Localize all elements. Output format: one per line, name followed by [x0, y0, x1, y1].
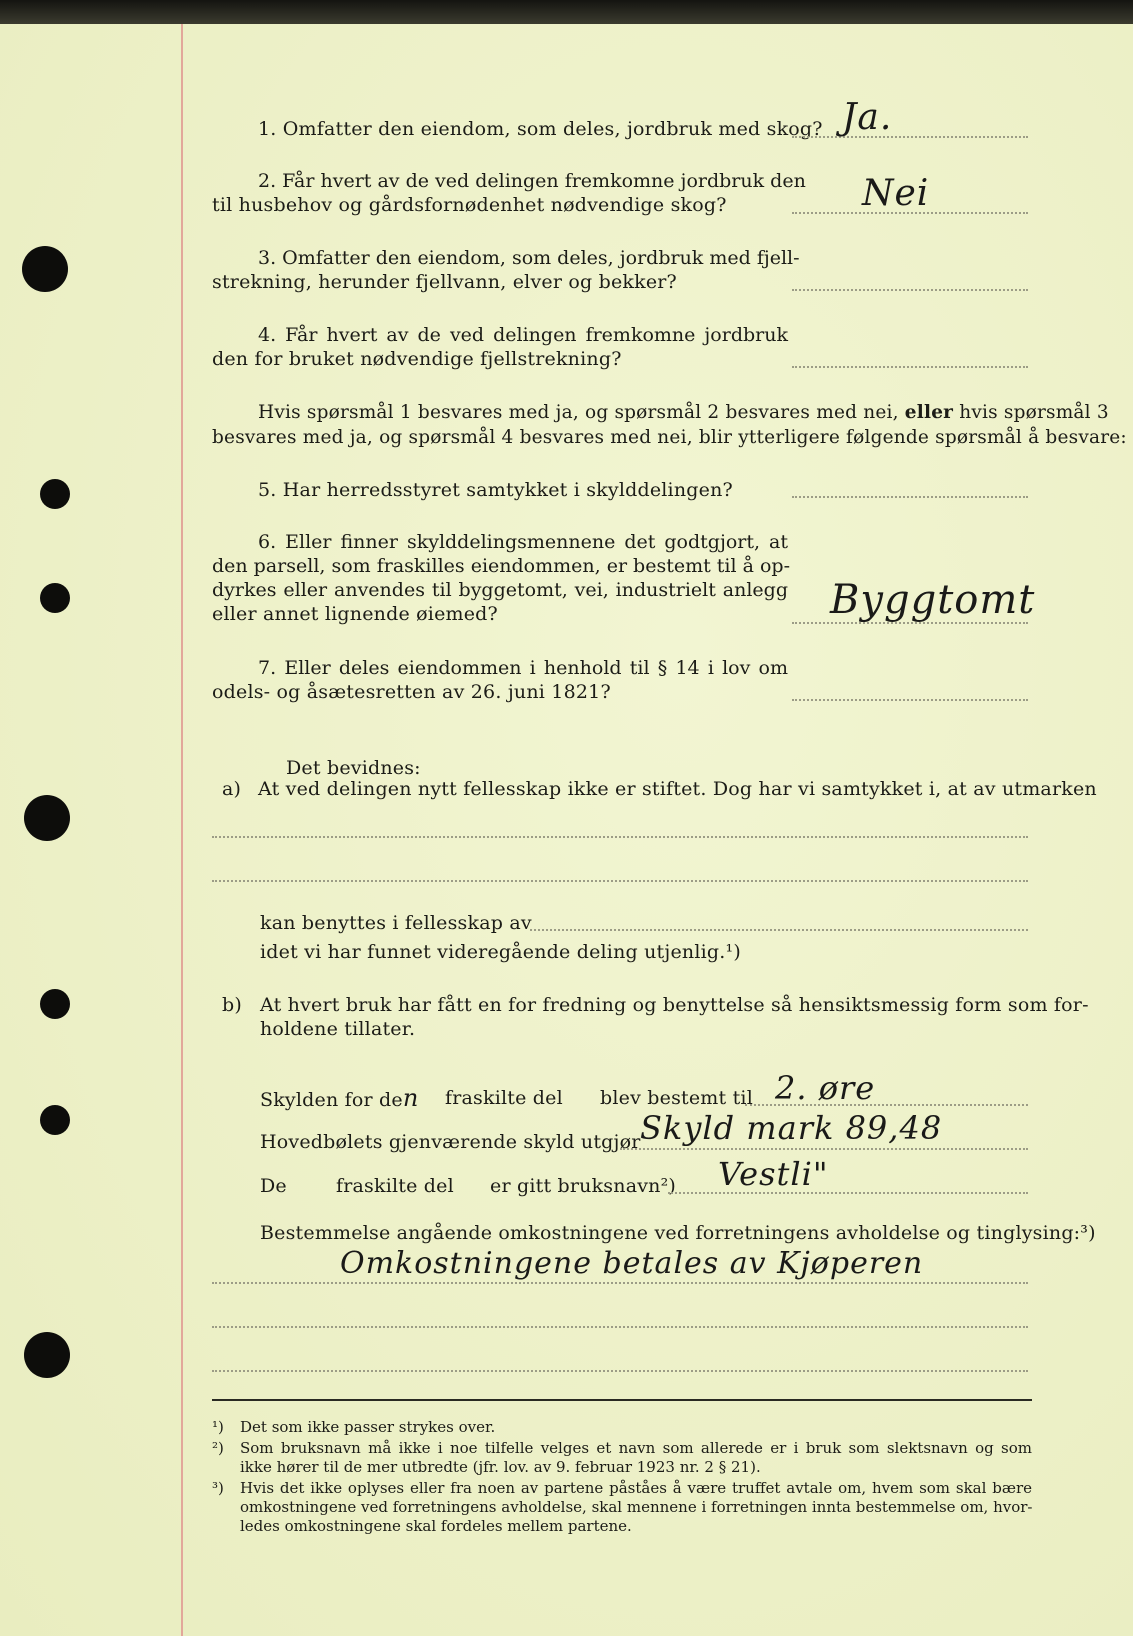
question-7-line-1: 7. Eller deles eiendommen i henhold til § 14 i lov om	[258, 657, 788, 679]
margin-rule	[181, 24, 183, 1636]
hoved-value: Skyld mark 89,48	[640, 1109, 943, 1147]
question-6-line-2: den parsell, som fraskilles eiendommen, er bestemt til å op-	[212, 555, 791, 577]
attest-b-marker: b)	[222, 994, 242, 1016]
footnote-3-line-3: ledes omkostningene skal fordeles mellem partene.	[240, 1517, 632, 1535]
punch-hole	[40, 583, 70, 613]
omk-line-2	[212, 1326, 1028, 1328]
condition-emphasis: eller	[904, 402, 954, 423]
bruk-label-b: fraskilte del	[336, 1175, 454, 1197]
answer-line-1	[792, 136, 1028, 138]
skyld-value: 2. øre	[775, 1069, 876, 1107]
question-5: 5. Har herredsstyret samtykket i skylddelingen?	[258, 479, 733, 501]
hoved-line	[620, 1148, 1028, 1150]
attest-a-line-2: kan benyttes i fellesskap av	[260, 912, 532, 934]
skyld-label-a: Skylden for de	[260, 1089, 403, 1111]
footnote-2-mark: ²)	[212, 1439, 224, 1457]
answer-6: Byggtomt	[830, 577, 1036, 623]
attest-heading: Det bevidnes:	[286, 757, 421, 779]
scan-top-edge	[0, 0, 1133, 24]
omk-value: Omkostningene betales av Kjøperen	[340, 1246, 924, 1281]
answer-line-3	[792, 289, 1028, 291]
punch-hole	[24, 1332, 70, 1378]
footnote-3-mark: ³)	[212, 1479, 224, 1497]
skyld-label-c: blev bestemt til	[600, 1087, 753, 1109]
punch-hole	[40, 1105, 70, 1135]
bruk-label-c: er gitt bruksnavn²)	[490, 1175, 677, 1197]
answer-line-7	[792, 699, 1028, 701]
question-2-line-1: 2. Får hvert av de ved delingen fremkomne jordbruk den	[258, 170, 806, 192]
footnote-3-line-1: Hvis det ikke oplyses eller fra noen av partene påståes å være truffet avtale om, hvem som skal bære	[240, 1479, 1032, 1497]
question-7-line-2: odels- og åsætesretten av 26. juni 1821?	[212, 681, 611, 703]
punch-hole	[22, 246, 68, 292]
question-3-line-1: 3. Omfatter den eiendom, som deles, jordbruk med fjell-	[258, 247, 800, 269]
footnote-2-line-1: Som bruksnavn må ikke i noe tilfelle velges et navn som allerede er i bruk som slektsnavn og som	[240, 1439, 1032, 1457]
condition-line-1	[258, 401, 1109, 425]
attest-b-line-1: At hvert bruk har fått en for fredning og benyttelse så hensiktsmessig form som for-	[260, 994, 1089, 1016]
bruk-label-a: De	[260, 1175, 287, 1197]
condition-line-2: besvares med ja, og spørsmål 4 besvares med nei, blir ytterligere følgende spørsmål å besvare:	[212, 427, 1127, 448]
question-3-line-2: strekning, herunder fjellvann, elver og bekker?	[212, 271, 677, 293]
question-2-line-2: til husbehov og gårdsfornødenhet nødvendige skog?	[212, 194, 727, 216]
condition-text-a: Hvis spørsmål 1 besvares med ja, og spørsmål 2 besvares med nei,	[258, 402, 899, 423]
question-1: 1. Omfatter den eiendom, som deles, jordbruk med skog?	[258, 118, 823, 140]
omk-line-1	[212, 1282, 1028, 1284]
footnote-1-mark: ¹)	[212, 1418, 224, 1436]
answer-line-5	[792, 496, 1028, 498]
answer-1: Ja.	[842, 97, 893, 138]
fill-line-a1	[212, 836, 1028, 838]
footnote-rule	[212, 1399, 1032, 1401]
hoved-label: Hovedbølets gjenværende skyld utgjør	[260, 1131, 641, 1153]
omk-label: Bestemmelse angående omkostningene ved forretningens avholdelse og tinglysing:³)	[260, 1222, 1096, 1244]
skyld-label-b: fraskilte del	[445, 1087, 563, 1109]
question-6-line-1: 6. Eller finner skylddelingsmennene det godtgjort, at	[258, 531, 788, 553]
question-4-line-2: den for bruket nødvendige fjellstrekning?	[212, 348, 622, 370]
attest-b-line-2: holdene tillater.	[260, 1018, 416, 1040]
answer-2: Nei	[862, 173, 930, 214]
omk-line-3	[212, 1370, 1028, 1372]
answer-line-4	[792, 366, 1028, 368]
punch-hole	[24, 795, 70, 841]
footnote-1: Det som ikke passer strykes over.	[240, 1418, 496, 1436]
punch-hole	[40, 479, 70, 509]
question-6-line-3: dyrkes eller anvendes til byggetomt, vei, industrielt anlegg	[212, 579, 788, 601]
bruk-value: Vestli"	[718, 1155, 829, 1193]
attest-a-marker: a)	[222, 778, 242, 800]
condition-text-b: hvis spørsmål 3	[959, 402, 1109, 423]
footnote-3-line-2: omkostningene ved forretningens avholdelse, skal mennene i forretningen innta bestemmelse om, hvor-	[240, 1498, 1033, 1516]
fill-line-a3	[530, 929, 1028, 931]
attest-a-text: At ved delingen nytt fellesskap ikke er stiftet. Dog har vi samtykket i, at av utmarken	[258, 778, 1097, 800]
skyld-label	[260, 1086, 419, 1112]
attest-a-line-3: idet vi har funnet videregående deling utjenlig.¹)	[260, 941, 741, 963]
question-6-line-4: eller annet lignende øiemed?	[212, 603, 498, 625]
fill-line-a2	[212, 880, 1028, 882]
question-4-line-1: 4. Får hvert av de ved delingen fremkomne jordbruk	[258, 324, 788, 346]
footnote-2-line-2: ikke hører til de mer utbredte (jfr. lov. av 9. februar 1923 nr. 2 § 21).	[240, 1458, 761, 1476]
skyld-label-hand: n	[402, 1084, 420, 1112]
punch-hole	[40, 989, 70, 1019]
